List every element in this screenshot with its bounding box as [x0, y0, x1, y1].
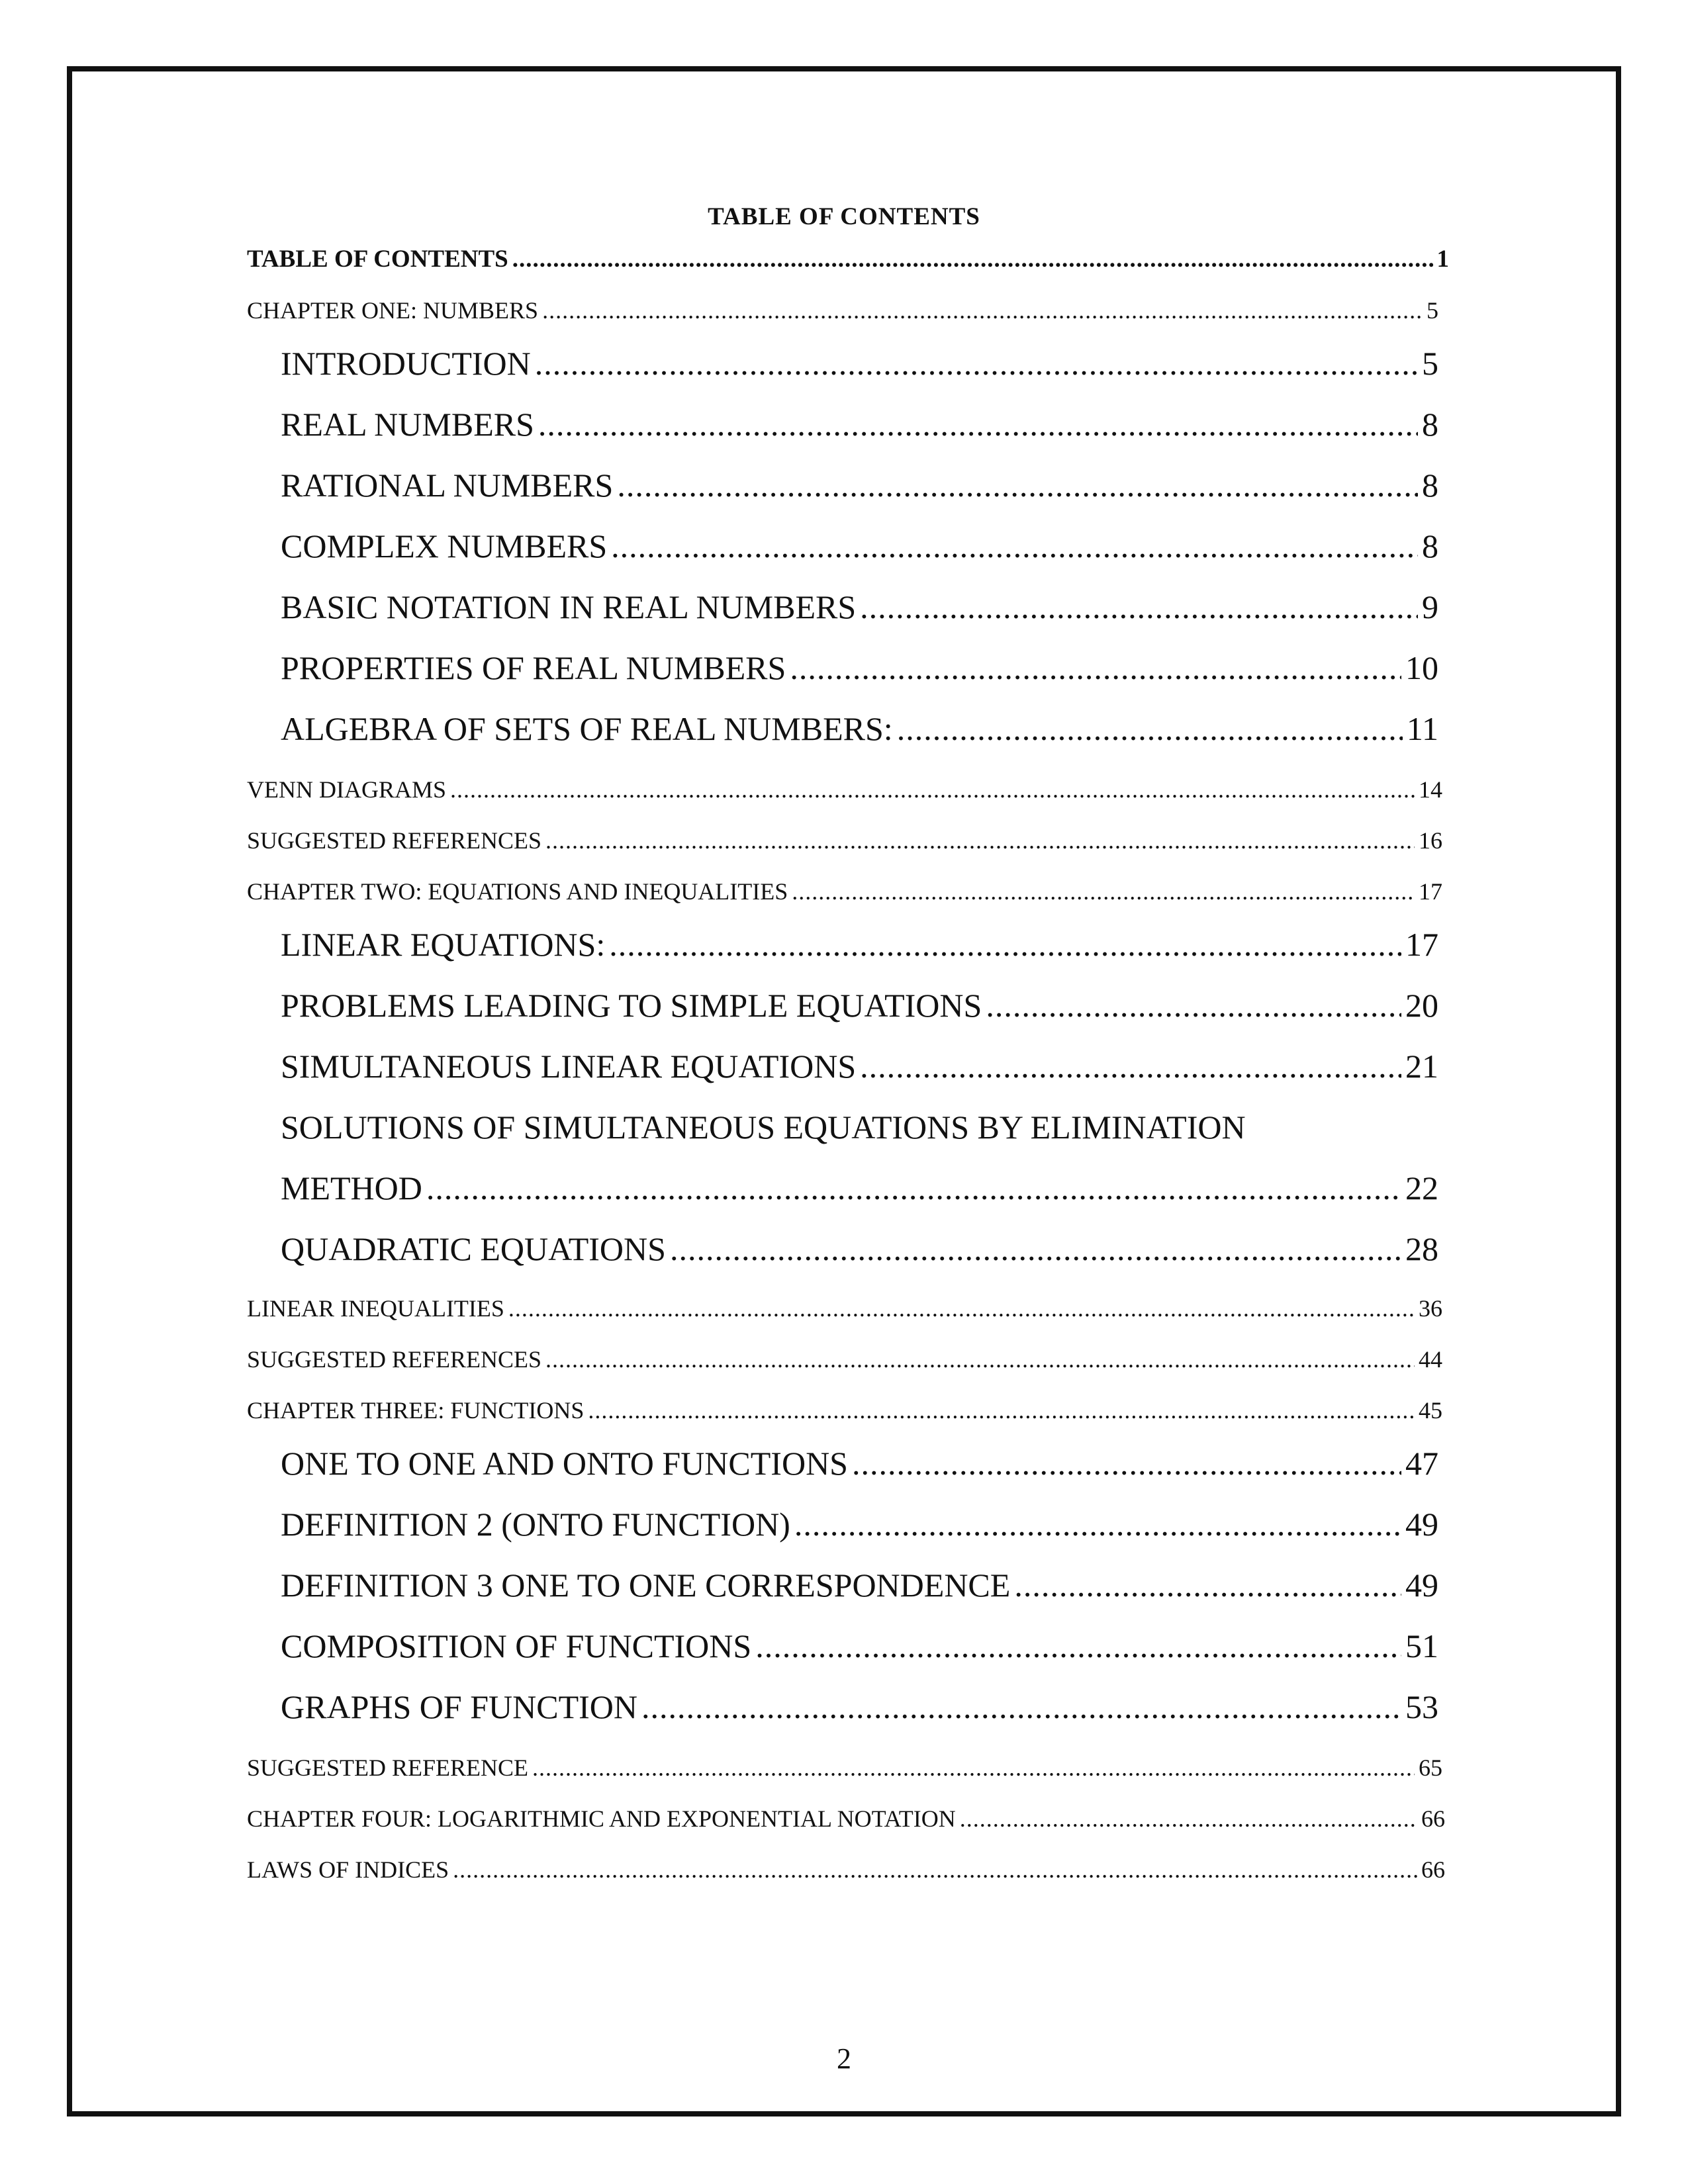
toc-entry-page: 66 [1421, 1856, 1445, 1883]
dot-leader [535, 344, 1418, 383]
toc-entry-label: PROBLEMS LEADING TO SIMPLE EQUATIONS [281, 987, 982, 1024]
toc-entry-page: 66 [1421, 1805, 1445, 1832]
toc-entry-page: 45 [1419, 1397, 1442, 1424]
toc-entry[interactable] [247, 1345, 1442, 1373]
dot-leader [609, 925, 1401, 964]
dot-leader [755, 1627, 1401, 1665]
toc-entry[interactable] [281, 709, 1438, 748]
dot-leader [1014, 1566, 1401, 1604]
toc-entry[interactable] [247, 1396, 1442, 1424]
toc-entry[interactable] [281, 1566, 1438, 1604]
dot-leader [617, 466, 1418, 504]
dot-leader [426, 1169, 1401, 1207]
toc-entry-label: COMPOSITION OF FUNCTIONS [281, 1627, 752, 1664]
toc-entry-label: BASIC NOTATION IN REAL NUMBERS [281, 588, 857, 625]
toc-entry[interactable] [247, 776, 1442, 803]
dot-leader [670, 1230, 1401, 1268]
toc-entry-label: CHAPTER ONE: NUMBERS [247, 297, 539, 324]
toc-entry-page: 21 [1405, 1048, 1438, 1085]
toc-entry-label: QUADRATIC EQUATIONS [281, 1230, 666, 1267]
dot-leader [538, 405, 1418, 443]
toc-entry[interactable] [281, 986, 1438, 1024]
toc-entry-page: 5 [1422, 345, 1438, 382]
toc-entry[interactable] [247, 1295, 1442, 1322]
toc-entry[interactable] [247, 827, 1442, 854]
toc-entry[interactable] [281, 344, 1438, 383]
toc-entry[interactable] [281, 466, 1438, 504]
toc-entry-page: 8 [1422, 527, 1438, 565]
toc-entry-label: DEFINITION 2 (ONTO FUNCTION) [281, 1506, 790, 1543]
toc-entry-label: SUGGESTED REFERENCES [247, 827, 542, 854]
dot-leader [794, 1505, 1401, 1543]
toc-entry-page: 47 [1405, 1445, 1438, 1482]
toc-entry[interactable] [281, 527, 1438, 565]
toc-entry-page: 49 [1405, 1506, 1438, 1543]
toc-entry-page: 44 [1419, 1346, 1442, 1373]
dot-leader [860, 588, 1418, 626]
dot-leader [790, 649, 1401, 687]
toc-entry[interactable] [281, 1505, 1438, 1543]
toc-entry[interactable] [247, 878, 1442, 905]
dot-leader [542, 296, 1423, 324]
toc-entry-page: 8 [1422, 467, 1438, 504]
toc-entry-label: TABLE OF CONTENTS [247, 246, 508, 273]
toc-entry-label: PROPERTIES OF REAL NUMBERS [281, 649, 786, 686]
toc-entry[interactable] [281, 1444, 1438, 1482]
toc-entry-page: 16 [1419, 827, 1442, 854]
dot-leader [792, 878, 1415, 905]
toc-entry-label: LINEAR INEQUALITIES [247, 1295, 504, 1322]
toc-entry-page: 1 [1436, 246, 1449, 273]
toc-entry[interactable] [247, 296, 1438, 324]
toc-entry[interactable] [281, 405, 1438, 443]
page-number: 2 [837, 2042, 851, 2075]
dot-leader [512, 245, 1433, 273]
toc-entry-label: CHAPTER THREE: FUNCTIONS [247, 1397, 585, 1424]
toc-entry[interactable] [281, 1627, 1438, 1665]
toc-entry-page: 36 [1419, 1295, 1442, 1322]
toc-entry[interactable] [281, 925, 1438, 964]
toc-entry-label: VENN DIAGRAMS [247, 776, 447, 803]
dot-leader [453, 1856, 1417, 1884]
toc-entry-label-line1[interactable]: SOLUTIONS OF SIMULTANEOUS EQUATIONS BY ELIMINATION [281, 1109, 1246, 1146]
toc-entry-label: GRAPHS OF FUNCTION [281, 1688, 637, 1725]
toc-entry-page: 9 [1422, 588, 1438, 625]
toc-entry-label: SUGGESTED REFERENCES [247, 1346, 542, 1373]
toc-entry-label: DEFINITION 3 ONE TO ONE CORRESPONDENCE [281, 1567, 1011, 1604]
toc-entry-page: 5 [1427, 297, 1438, 324]
toc-entry-label: SUGGESTED REFERENCE [247, 1754, 529, 1781]
toc-entry-label: ONE TO ONE AND ONTO FUNCTIONS [281, 1445, 848, 1482]
dot-leader [986, 986, 1401, 1024]
toc-entry-page: 49 [1405, 1567, 1438, 1604]
toc-entry[interactable] [247, 245, 1449, 273]
dot-leader [588, 1396, 1415, 1424]
toc-entry-page: 8 [1422, 406, 1438, 443]
toc-entry-label: COMPLEX NUMBERS [281, 527, 608, 565]
toc-entry-page: 17 [1419, 878, 1442, 905]
toc-entry-label: RATIONAL NUMBERS [281, 467, 614, 504]
dot-leader [641, 1688, 1401, 1726]
dot-leader [852, 1444, 1401, 1482]
toc-entry-page: 14 [1419, 776, 1442, 803]
toc-entry[interactable] [247, 1754, 1442, 1782]
toc-entry-page: 65 [1419, 1754, 1442, 1781]
toc-entry-label: INTRODUCTION [281, 345, 531, 382]
toc-entry-label: CHAPTER FOUR: LOGARITHMIC AND EXPONENTIAL NOTATION [247, 1805, 956, 1832]
toc-entry-page: 10 [1405, 649, 1438, 686]
toc-entry[interactable] [247, 1856, 1445, 1884]
dot-leader [860, 1047, 1401, 1085]
toc-entry-label: CHAPTER TWO: EQUATIONS AND INEQUALITIES [247, 878, 788, 905]
toc-heading: TABLE OF CONTENTS [708, 203, 980, 230]
toc-entry-label: LINEAR EQUATIONS: [281, 926, 606, 963]
toc-entry-label: REAL NUMBERS [281, 406, 534, 443]
dot-leader [545, 827, 1415, 854]
toc-entry-page: 22 [1405, 1169, 1438, 1206]
dot-leader [897, 709, 1403, 748]
toc-entry-label: LAWS OF INDICES [247, 1856, 449, 1883]
toc-entry-page: 28 [1405, 1230, 1438, 1267]
toc-entry[interactable] [281, 1169, 1438, 1207]
dot-leader [960, 1805, 1417, 1833]
toc-entry-page: 51 [1405, 1627, 1438, 1664]
toc-entry[interactable] [247, 1805, 1445, 1833]
toc-entry-label: SIMULTANEOUS LINEAR EQUATIONS [281, 1048, 857, 1085]
toc-entry-page: 17 [1405, 926, 1438, 963]
toc-entry-label: METHOD [281, 1169, 422, 1206]
toc-entry-page: 20 [1405, 987, 1438, 1024]
dot-leader [450, 776, 1415, 803]
toc-entry[interactable] [281, 1230, 1438, 1268]
toc-entry-label: ALGEBRA OF SETS OF REAL NUMBERS: [281, 710, 893, 747]
dot-leader [545, 1345, 1415, 1373]
dot-leader [611, 527, 1418, 565]
toc-entry[interactable] [281, 588, 1438, 626]
toc-entry-page: 53 [1405, 1688, 1438, 1725]
toc-entry-page: 11 [1406, 710, 1438, 747]
toc-entry[interactable] [281, 1688, 1438, 1726]
toc-entry[interactable] [281, 1047, 1438, 1085]
dot-leader [532, 1754, 1415, 1782]
dot-leader [508, 1295, 1415, 1322]
toc-entry[interactable] [281, 649, 1438, 687]
